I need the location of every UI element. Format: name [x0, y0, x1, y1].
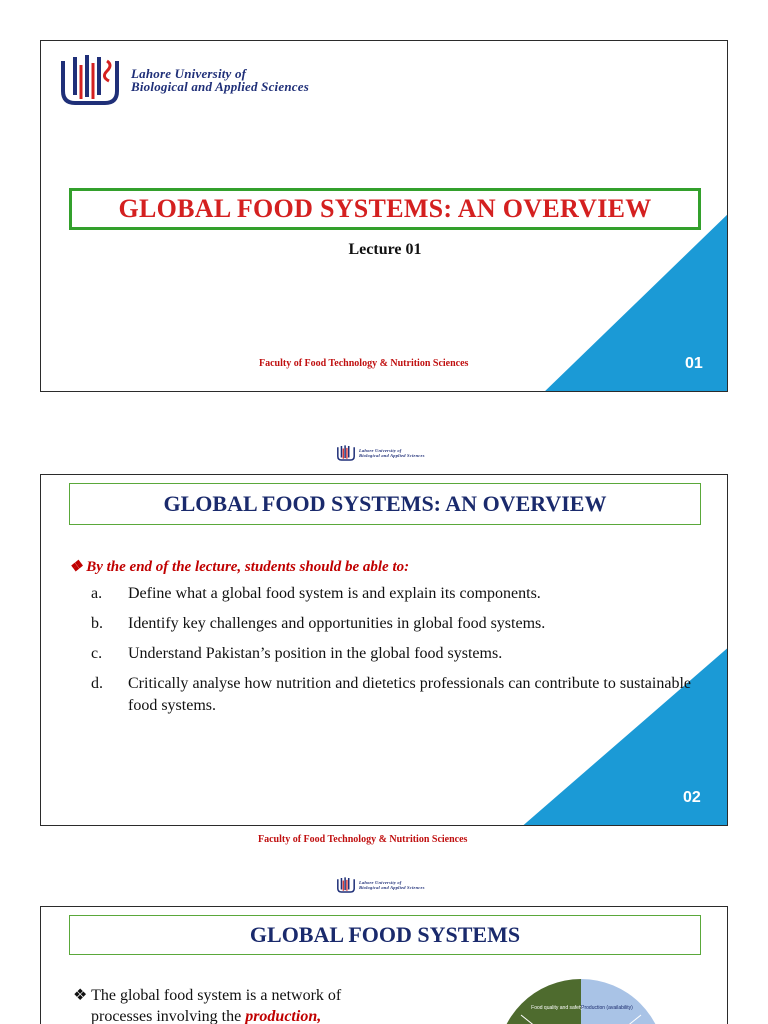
- mini-logo-line1: Lahore University of: [359, 448, 402, 453]
- list-marker: c.: [91, 645, 103, 662]
- list-marker: d.: [91, 675, 103, 692]
- slide-1-footer: Faculty of Food Technology & Nutrition Sciences: [259, 358, 469, 369]
- lecture-label: Lecture 01: [348, 241, 422, 258]
- slide-3-emphasis: production,: [245, 1008, 322, 1024]
- diamond-bullet-icon: ❖: [73, 987, 88, 1004]
- mini-logo-2: [336, 876, 425, 894]
- list-item: [91, 643, 691, 665]
- university-logo: [57, 51, 309, 109]
- slide-2-title: GLOBAL FOOD SYSTEMS: AN OVERVIEW: [163, 491, 607, 516]
- slide-2: [40, 474, 728, 826]
- slide-3-body: [73, 985, 423, 1024]
- slide-2-number: 02: [683, 789, 701, 806]
- slide-3-line2-text: processes involving the: [91, 1008, 242, 1024]
- wheel-label-quality: Food quality and safety: [531, 1005, 583, 1011]
- list-text: Identify key challenges and opportunities in global food systems.: [128, 615, 546, 632]
- mini-logo-name: [359, 880, 425, 890]
- university-name-line2: Biological and Applied Sciences: [131, 79, 309, 94]
- slide-1-number: 01: [685, 355, 703, 372]
- diamond-bullet-icon: ❖: [69, 559, 83, 575]
- mini-logo-line1: Lahore University of: [359, 880, 402, 885]
- list-text: Understand Pakistan’s position in the global food systems.: [128, 645, 503, 662]
- list-item: [91, 583, 691, 605]
- ubas-logo-icon: [336, 444, 356, 462]
- list-item: [91, 673, 691, 717]
- slide-3-line1: [73, 985, 423, 1006]
- list-text: Define what a global food system is and explain its components.: [128, 585, 541, 602]
- ubas-logo-icon: [57, 51, 123, 109]
- slide-3-line1-text: The global food system is a network of: [91, 987, 342, 1004]
- mini-logo-name: [359, 448, 425, 458]
- list-text: Critically analyse how nutrition and dietetics professionals can contribute to sustainable food systems.: [128, 675, 691, 714]
- food-system-wheel: [491, 979, 671, 1024]
- objectives-list: [91, 583, 691, 725]
- university-name-line1: Lahore University of: [131, 66, 247, 81]
- slide-3: [40, 906, 728, 1024]
- slide-2-title-box: [69, 483, 701, 525]
- slide-3-title-box: [69, 915, 701, 955]
- slide-1-title-box: [69, 188, 701, 230]
- university-name: [131, 67, 309, 93]
- ubas-logo-icon: [336, 876, 356, 894]
- list-marker: b.: [91, 615, 103, 632]
- slide-1: [40, 40, 728, 392]
- slide-2-footer: Faculty of Food Technology & Nutrition Sciences: [258, 834, 468, 845]
- objectives-lead-text: By the end of the lecture, students should be able to:: [86, 559, 410, 575]
- slide-1-title: GLOBAL FOOD SYSTEMS: AN OVERVIEW: [118, 194, 652, 223]
- slide-3-title: GLOBAL FOOD SYSTEMS: [249, 922, 521, 947]
- list-item: [91, 613, 691, 635]
- mini-logo-line2: Biological and Applied Sciences: [359, 885, 425, 890]
- wheel-label-production: Production (availability): [581, 1005, 633, 1011]
- list-marker: a.: [91, 585, 103, 602]
- mini-logo-line2: Biological and Applied Sciences: [359, 453, 425, 458]
- mini-logo-1: [336, 444, 425, 462]
- slide-3-line2: [73, 1006, 423, 1024]
- objectives-lead: [69, 557, 409, 576]
